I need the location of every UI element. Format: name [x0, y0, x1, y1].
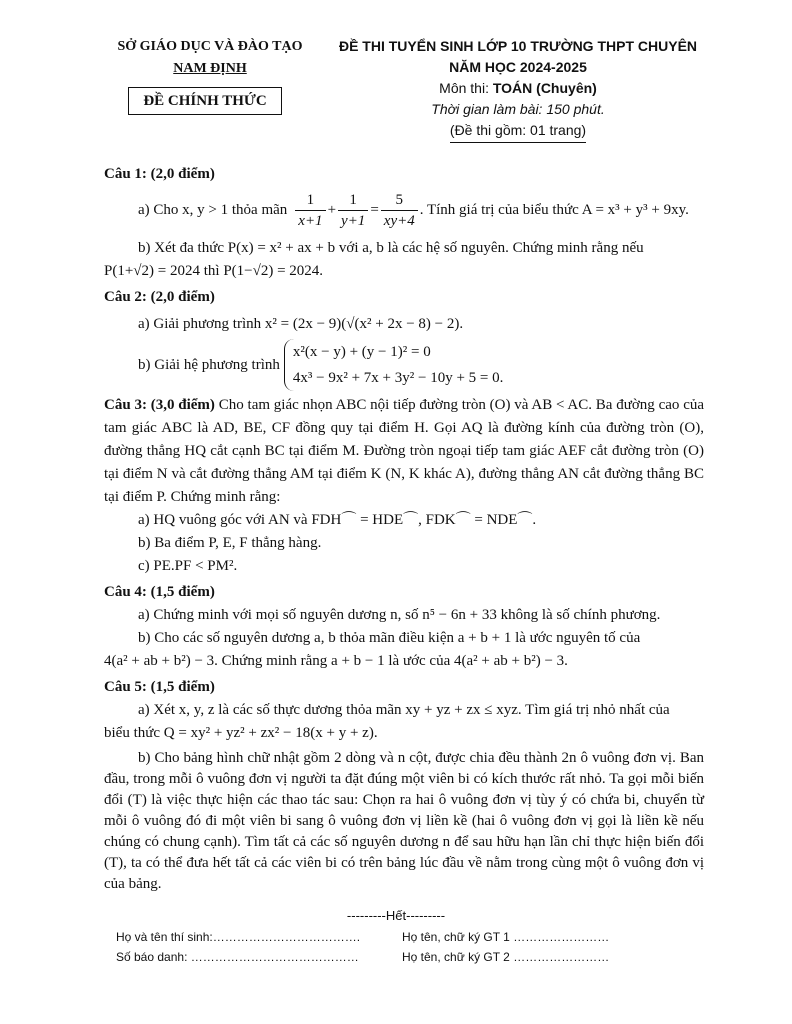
equals-sign: =: [370, 201, 379, 218]
q3-intro: Cho tam giác nhọn ABC nội tiếp đường tròn (O) và AB < AC. Ba đường cao của tam giác ABC là AD, BE, CF đồng quy tại điểm H. Gọi AQ là đường kính của đường tròn (O), đường thẳng HQ cắt cạnh BC tại điểm M. Đường tròn ngoại tiếp tam giác AEF cắt đường tròn (O) tại điểm N và cắt đường thẳng AM tại điểm K (N, K khác A), đường thẳng AN cắt đường thẳng BC tại điểm P. Chứng minh rằng:: [104, 397, 705, 505]
q5-title: Câu 5: (1,5 điểm): [104, 679, 215, 695]
fraction-2: [338, 190, 368, 231]
q3-part-b: b) Ba điểm P, E, F thẳng hàng.: [138, 535, 322, 551]
q5-part-a-line1: a) Xét x, y, z là các số thực dương thỏa mãn xy + yz + zx ≤ xyz. Tìm giá trị nhỏ nhất của: [138, 702, 670, 718]
subject-line: [318, 78, 718, 99]
q4-title: Câu 4: (1,5 điểm): [104, 584, 215, 600]
fraction-2-den: y+1: [341, 212, 366, 229]
header-right: [318, 36, 718, 143]
q2b-prefix: b) Giải hệ phương trình: [138, 356, 280, 373]
q3-part-a: a) HQ vuông góc với AN và FDH⌒ = HDE⌒, FDK⌒ = NDE⌒.: [138, 512, 537, 528]
system-eq-1: x²(x − y) + (y − 1)² = 0: [292, 344, 431, 360]
q3-block: [104, 394, 704, 509]
proctor-2-field: Họ tên, chữ ký GT 2 ……………………: [402, 950, 610, 964]
fraction-3: [381, 190, 418, 231]
end-mark: ---------Hết---------: [346, 908, 446, 923]
q1-part-b-line1: b) Xét đa thức P(x) = x² + ax + b với a, b là các hệ số nguyên. Chứng minh rằng nếu: [138, 240, 644, 256]
student-id-field: Số báo danh: ……………………………………: [116, 950, 359, 964]
q4-part-b-line2: 4(a² + ab + b²) − 3. Chứng minh rằng a + b − 1 là ước của 4(a² + ab + b²) − 3.: [104, 653, 568, 669]
fraction-3-num: 5: [381, 190, 418, 211]
duration: Thời gian làm bài: 150 phút.: [431, 101, 605, 117]
department-name: SỞ GIÁO DỤC VÀ ĐÀO TẠO: [117, 39, 303, 54]
q3-part-c: c) PE.PF < PM².: [138, 558, 238, 574]
q3-title: Câu 3: (3,0 điểm): [104, 397, 215, 413]
subject-label: Môn thi:: [439, 80, 493, 96]
q1a-prefix: a) Cho x, y > 1 thỏa mãn: [138, 201, 288, 218]
q4-part-b-line1: b) Cho các số nguyên dương a, b thỏa mãn điều kiện a + b + 1 là ước nguyên tố của: [138, 630, 641, 646]
q1-part-b-line2: P(1+√2) = 2024 thì P(1−√2) = 2024.: [104, 263, 324, 279]
fraction-1-num: 1: [295, 190, 325, 211]
q5-part-b: b) Cho bảng hình chữ nhật gồm 2 dòng và n cột, được chia đều thành 2n ô vuông đơn vị. Ban đầu, trong mỗi ô vuông đơn vị người ta đặt đúng một viên bi có kích thước rất nhỏ. Ta gọi mỗi biến đổi (T) là việc thực hiện các thao tác sau: Chọn ra hai ô vuông đơn vị tùy ý có chứa bi, chuyển từ mỗi ô vuông đó đi một viên bi sang ô vuông đơn vị liền kề (hai ô vuông đơn vị gọi là liền kề nếu chúng có chung cạnh). Tìm tất cả các số nguyên dương n để sau hữu hạn lần chỉ thực hiện biến đổi (T), ta có thể đưa hết tất cả các viên bi có trên bảng lúc đầu về nằm trong cùng một ô vuông đơn vị của bảng.: [104, 750, 704, 892]
exam-content: [104, 160, 704, 895]
q2-title: Câu 2: (2,0 điểm): [104, 289, 215, 305]
fraction-3-den: xy+4: [383, 212, 415, 229]
official-badge: ĐỀ CHÍNH THỨC: [128, 87, 282, 115]
q4-part-a: a) Chứng minh với mọi số nguyên dương n, số n⁵ − 6n + 33 không là số chính phương.: [138, 607, 661, 623]
province-name: NAM ĐỊNH: [173, 61, 247, 76]
subject-name: TOÁN (Chuyên): [492, 80, 597, 96]
q5-part-a-line2: biểu thức Q = xy² + yz² + zx² − 18(x + y + z).: [104, 725, 378, 741]
exam-title: ĐỀ THI TUYỂN SINH LỚP 10 TRƯỜNG THPT CHUYÊN: [338, 38, 698, 54]
proctor-1-field: Họ tên, chữ ký GT 1 ……………………: [402, 930, 610, 944]
q1a-suffix: . Tính giá trị của biểu thức A = x³ + y³ + 9xy.: [419, 201, 689, 218]
plus-sign: +: [327, 201, 337, 218]
q2-part-b: [104, 339, 704, 391]
fraction-1-den: x+1: [298, 212, 323, 229]
student-name-field: Họ và tên thí sinh:……………………………….: [116, 930, 361, 944]
school-year: NĂM HỌC 2024-2025: [449, 59, 587, 75]
page-count-line: [318, 120, 718, 143]
equation-system: [284, 339, 504, 391]
q1-title: Câu 1: (2,0 điểm): [104, 166, 215, 182]
system-eq-2: 4x³ − 9x² + 7x + 3y² − 10y + 5 = 0.: [292, 370, 504, 386]
fraction-1: [295, 190, 325, 231]
header-left: [100, 36, 320, 80]
q1-part-a: [104, 186, 704, 234]
fraction-2-num: 1: [338, 190, 368, 211]
q2-part-a: a) Giải phương trình x² = (2x − 9)(√(x² + 2x − 8) − 2).: [138, 316, 464, 332]
page-count: (Đề thi gồm: 01 trang): [450, 120, 586, 143]
